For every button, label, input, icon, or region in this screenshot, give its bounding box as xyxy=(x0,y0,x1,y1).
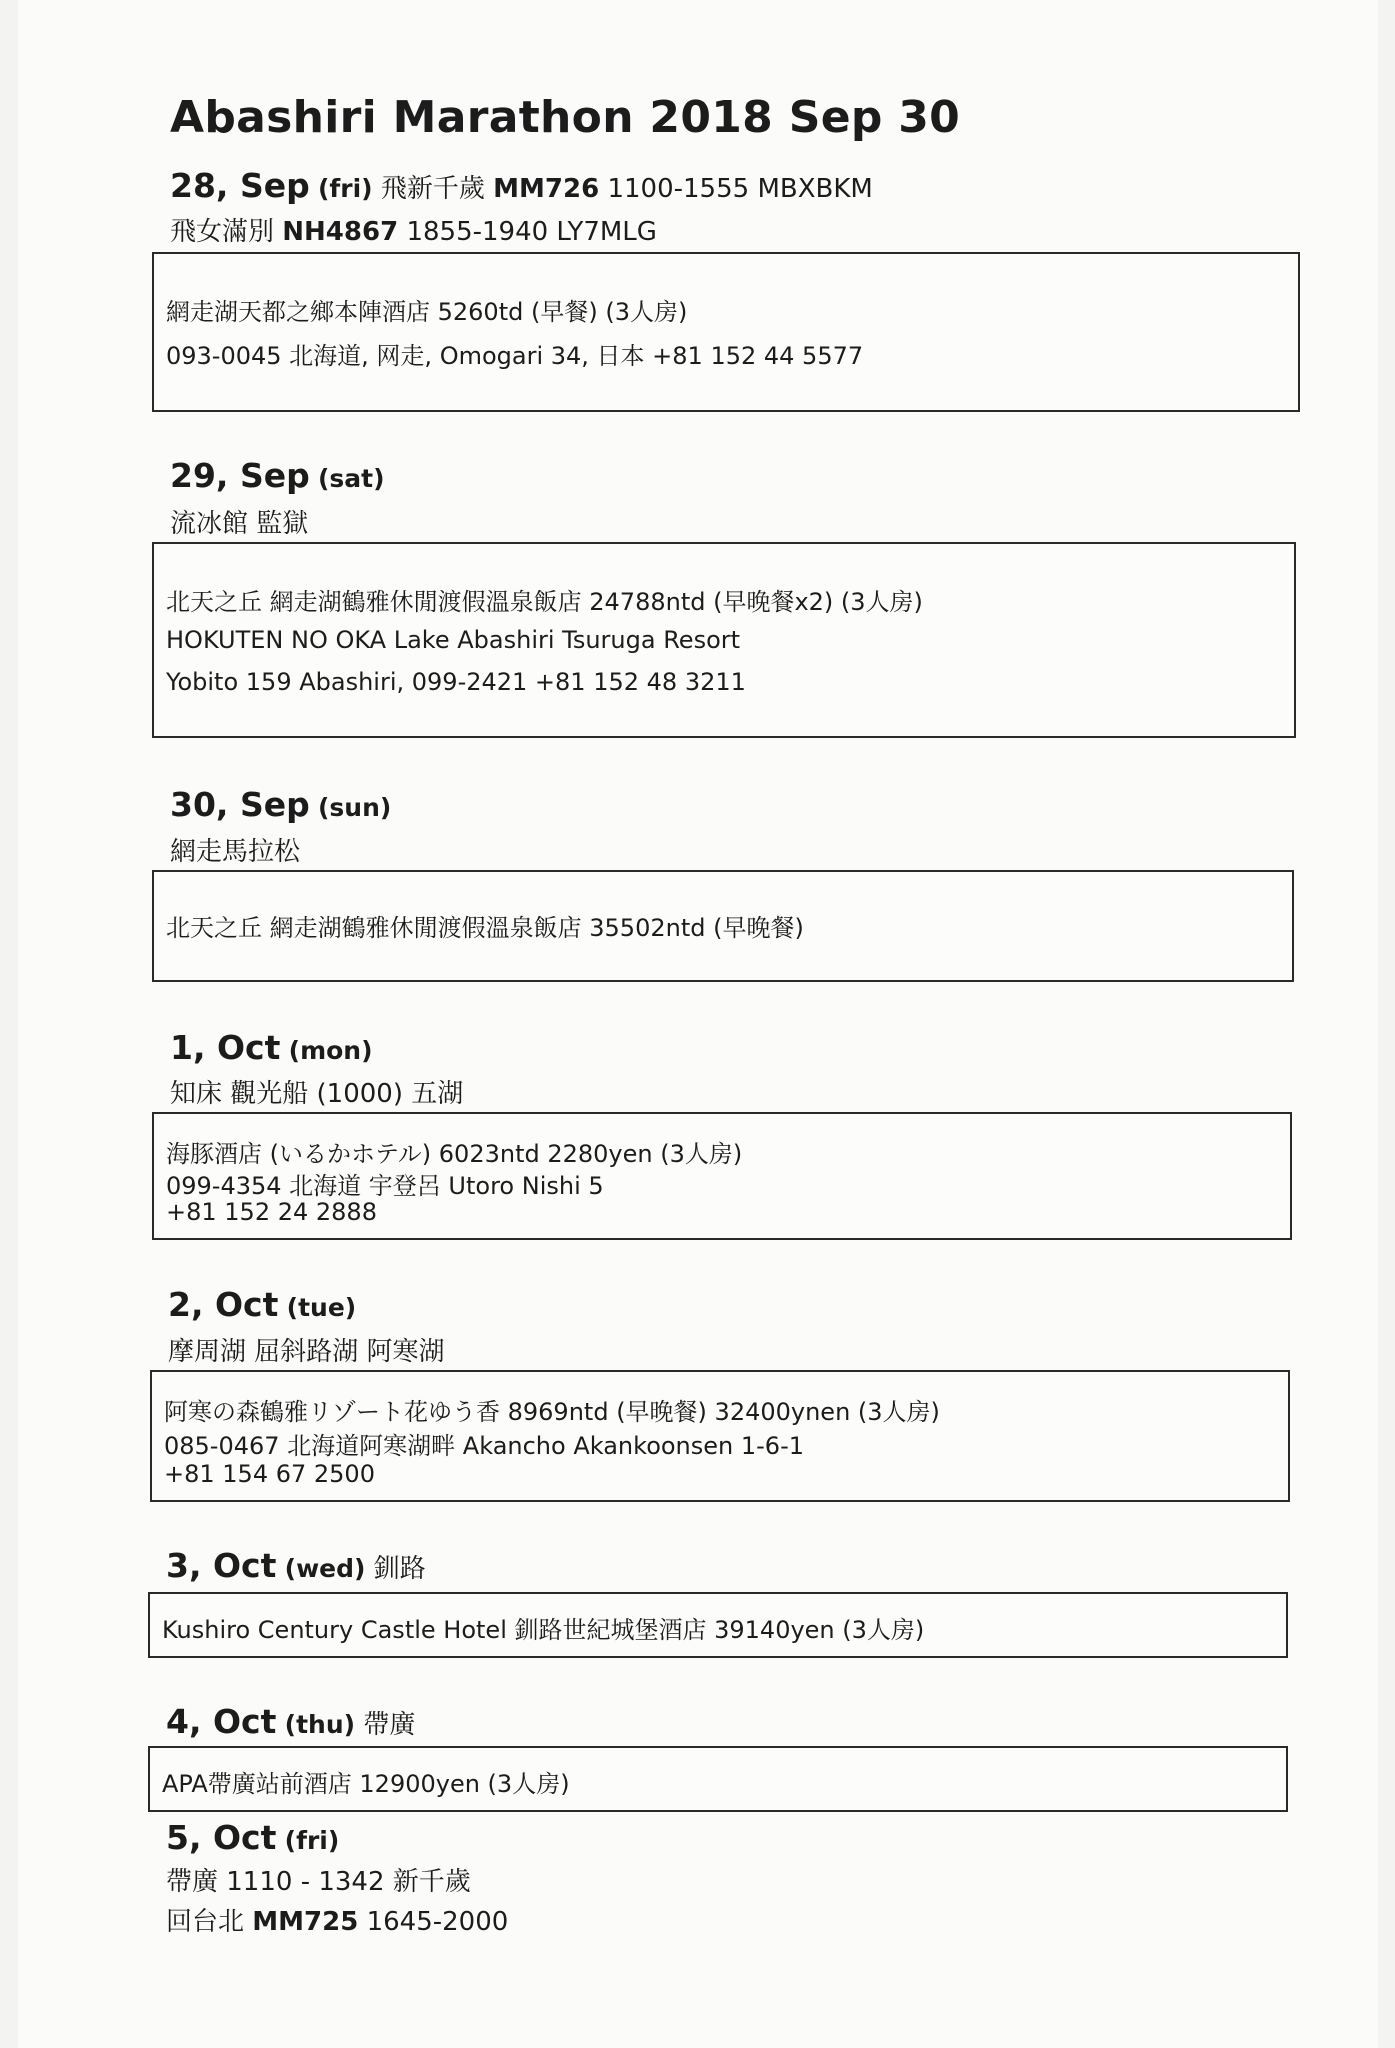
hotel-line: APA帶廣站前酒店 12900yen (3人房) xyxy=(162,1770,570,1798)
hotel-box xyxy=(152,252,1300,412)
day-weekday: (thu) xyxy=(284,1710,356,1739)
day-date: 3, Oct xyxy=(166,1546,277,1585)
flight-details: 1645-2000 xyxy=(366,1907,509,1937)
day-date: 2, Oct xyxy=(168,1285,279,1324)
day-weekday: (mon) xyxy=(288,1036,373,1065)
route-label: 回台北 xyxy=(166,1907,245,1937)
day-place: 帶廣 xyxy=(363,1710,416,1740)
hotel-line: 085-0467 北海道阿寒湖畔 Akancho Akankoonsen 1-6-1 xyxy=(164,1432,805,1460)
day-heading xyxy=(170,1030,373,1069)
day-date: 4, Oct xyxy=(166,1702,277,1741)
flight-details: 1100-1555 MBXBKM xyxy=(607,174,873,204)
hotel-box xyxy=(152,1112,1292,1240)
hotel-line: 093-0045 北海道, 网走, Omogari 34, 日本 +81 152 44 5577 xyxy=(166,342,864,370)
day-heading xyxy=(170,168,873,207)
flight-details: 1855-1940 LY7MLG xyxy=(406,217,657,247)
hotel-line: +81 154 67 2500 xyxy=(164,1460,375,1488)
hotel-box xyxy=(148,1746,1288,1812)
day-place: 釧路 xyxy=(373,1554,426,1584)
flight-number: MM725 xyxy=(252,1907,359,1937)
hotel-line: 阿寒の森鶴雅リゾート花ゆう香 8969ntd (早晚餐) 32400ynen (3人房) xyxy=(164,1398,940,1426)
hotel-line: 網走湖天都之鄉本陣酒店 5260td (早餐) (3人房) xyxy=(166,298,688,326)
hotel-line: 099-4354 北海道 宇登呂 Utoro Nishi 5 xyxy=(166,1172,604,1200)
day-weekday: (sat) xyxy=(317,464,385,493)
hotel-line: +81 152 24 2888 xyxy=(166,1198,377,1226)
hotel-line: 海豚酒店 (いるかホテル) 6023ntd 2280yen (3人房) xyxy=(166,1140,743,1168)
hotel-box xyxy=(152,870,1294,982)
day-date: 1, Oct xyxy=(170,1028,281,1067)
route-label: 飛女滿別 xyxy=(170,217,275,247)
day-date: 28, Sep xyxy=(170,166,310,205)
day-heading xyxy=(170,787,391,826)
day-heading xyxy=(166,1704,415,1743)
day-heading xyxy=(170,458,385,497)
flight-line xyxy=(170,214,657,250)
hotel-line: Kushiro Century Castle Hotel 釧路世紀城堡酒店 39140yen (3人房) xyxy=(162,1616,925,1644)
day-weekday: (wed) xyxy=(284,1554,366,1583)
flight-number: MM726 xyxy=(493,174,600,204)
hotel-line: 北天之丘 網走湖鶴雅休閒渡假溫泉飯店 24788ntd (早晚餐x2) (3人房) xyxy=(166,588,923,616)
day-weekday: (tue) xyxy=(286,1293,357,1322)
hotel-line: Yobito 159 Abashiri, 099-2421 +81 152 48 3211 xyxy=(166,668,746,696)
flight-line xyxy=(166,1904,508,1940)
itinerary-page xyxy=(18,0,1378,2048)
day-weekday: (sun) xyxy=(317,793,392,822)
day-weekday: (fri) xyxy=(317,174,373,203)
hotel-line: HOKUTEN NO OKA Lake Abashiri Tsuruga Resort xyxy=(166,626,741,654)
activity-line: 網走馬拉松 xyxy=(170,837,301,867)
hotel-box xyxy=(148,1592,1288,1658)
day-heading xyxy=(168,1287,356,1326)
day-weekday: (fri) xyxy=(284,1826,340,1855)
activity-line: 流冰館 監獄 xyxy=(170,509,309,539)
page-title: Abashiri Marathon 2018 Sep 30 xyxy=(170,92,961,143)
hotel-line: 北天之丘 網走湖鶴雅休閒渡假溫泉飯店 35502ntd (早晚餐) xyxy=(166,914,804,942)
day-date: 29, Sep xyxy=(170,456,310,495)
day-date: 30, Sep xyxy=(170,785,310,824)
hotel-box xyxy=(152,542,1296,738)
day-heading xyxy=(166,1820,339,1859)
activity-line: 知床 觀光船 (1000) 五湖 xyxy=(170,1079,464,1109)
activity-line: 帶廣 1110 - 1342 新千歲 xyxy=(166,1867,471,1897)
day-date: 5, Oct xyxy=(166,1818,277,1857)
hotel-box xyxy=(150,1370,1290,1502)
flight-number: NH4867 xyxy=(282,217,399,247)
day-heading xyxy=(166,1548,426,1587)
route-label: 飛新千歲 xyxy=(380,174,485,204)
activity-line: 摩周湖 屈斜路湖 阿寒湖 xyxy=(168,1337,445,1367)
